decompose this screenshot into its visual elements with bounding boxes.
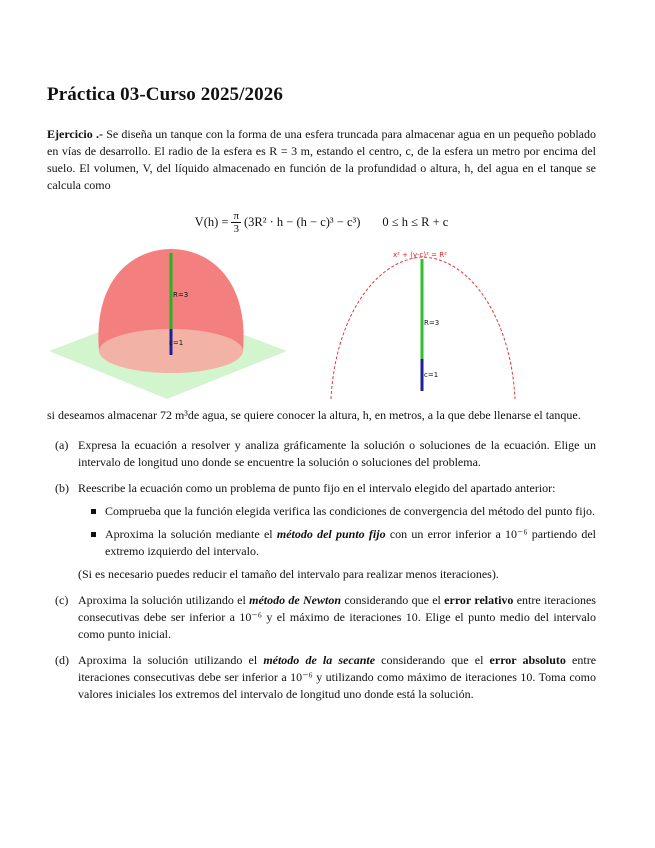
- bullet-text: Comprueba que la función elegida verifica las condiciones de convergencia del método del punto fijo.: [105, 504, 595, 518]
- method-name: método de la secante: [263, 653, 376, 667]
- task-text: Expresa la ecuación a resolver y analiza gráficamente la solución o soluciones de la ecuación. Elige un intervalo de longitud uno donde se encuentre la solución o soluciones del problema.: [78, 438, 596, 469]
- task-c: [47, 592, 596, 643]
- task-text-pre: Aproxima la solución utilizando el: [78, 653, 264, 667]
- task-label: (c): [55, 593, 69, 607]
- center-label-2d: c=1: [424, 371, 439, 379]
- circle-equation: x² + (y-c)² = R²: [393, 251, 447, 259]
- task-list: [47, 437, 596, 703]
- radius-label-2d: R=3: [424, 319, 440, 327]
- task-b: [47, 480, 596, 583]
- task-b-bullets: [78, 503, 596, 560]
- truncated-sphere-figure: [49, 239, 294, 407]
- task-label: (a): [55, 438, 69, 452]
- task-text-post: entre iteraciones consecutivas debe ser inferior a 10⁻⁶ y utilizando como máximo de iteraciones 10. Toma como valores iniciales los extremos del intervalo de longitud uno donde está la solución.: [78, 653, 597, 701]
- center-label: c=1: [169, 339, 184, 347]
- task-text-mid: considerando que el: [375, 653, 490, 667]
- formula-lhs: V(h) =: [194, 214, 229, 229]
- error-type: error relativo: [444, 593, 514, 607]
- task-label: (b): [55, 481, 69, 495]
- formula-fraction: [231, 210, 241, 235]
- task-d: [47, 652, 596, 703]
- problem-statement: si deseamos almacenar 72 m³de agua, se quiere conocer la altura, h, en metros, a la que debe llenarse el tanque.: [47, 408, 581, 422]
- bullet-item: [78, 526, 596, 560]
- volume-formula: [47, 207, 596, 237]
- formula-condition: 0 ≤ h ≤ R + c: [382, 214, 449, 229]
- method-name: método de Newton: [249, 593, 342, 607]
- fraction-numerator: π: [233, 209, 240, 222]
- page-title: Práctica 03-Curso 2025/2026: [47, 84, 283, 105]
- task-a: [47, 437, 596, 471]
- task-text-mid: considerando que el: [341, 593, 445, 607]
- formula-body: (3R² · h − (h − c)³ − c³): [244, 214, 361, 229]
- task-b-note: (Si es necesario puedes reducir el tamaño del intervalo para realizar menos iteraciones).: [78, 567, 499, 581]
- document-page: [47, 84, 596, 712]
- radius-label: R=3: [173, 291, 189, 299]
- intro-paragraph: [47, 126, 596, 194]
- error-type: error absoluto: [489, 653, 566, 667]
- task-text-post: entre iteraciones consecutivas debe ser inferior a 10⁻⁶ y el máximo de iteraciones 10. Elige el punto medio del intervalo como punto inicial.: [78, 593, 596, 641]
- fraction-denominator: 3: [233, 222, 239, 235]
- bullet-text-pre: Aproxima la solución mediante el: [105, 527, 277, 541]
- circle-cross-section-figure: [325, 239, 525, 407]
- method-name: método del punto fijo: [276, 527, 386, 541]
- exercise-label: Ejercicio .-: [47, 127, 103, 141]
- intro-text: Se diseña un tanque con la forma de una esfera truncada para almacenar agua en un pequeño poblado en vías de desarrollo. El radio de la esfera es R = 3 m, estando el centro, c, de la esfera un metro por encima del suelo. El volumen, V, del líquido almacenado en función de la profundidad o altura, h, del agua en el tanque se calcula como: [47, 127, 596, 192]
- task-label: (d): [55, 653, 69, 667]
- bullet-text-post: con un error inferior a 10⁻⁶ partiendo del extremo izquierdo del intervalo.: [105, 527, 597, 558]
- figures-row: [47, 239, 596, 407]
- bullet-item: [78, 503, 596, 520]
- square-bullet-icon: [91, 532, 96, 537]
- square-bullet-icon: [91, 509, 96, 514]
- task-text-pre: Aproxima la solución utilizando el: [78, 593, 250, 607]
- task-text: Reescribe la ecuación como un problema de punto fijo en el intervalo elegido del apartado anterior:: [78, 481, 556, 495]
